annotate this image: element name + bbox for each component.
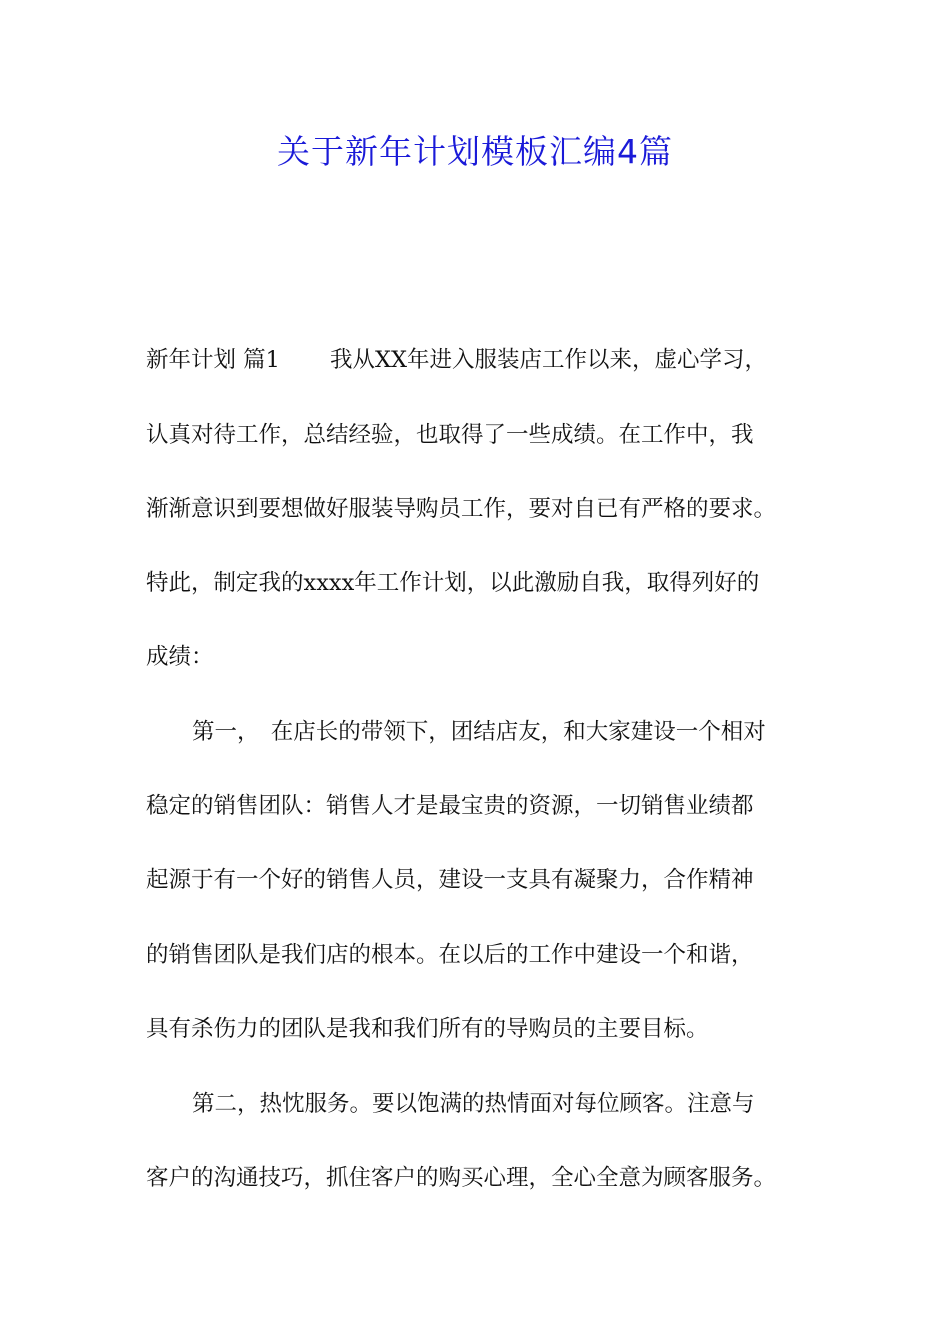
section-label: 新年计划 篇1 <box>146 347 280 373</box>
paragraph-line: 客户的沟通技巧，抓住客户的购买心理，全心全意为顾客服务。 <box>146 1165 777 1191</box>
paragraph-line: 的销售团队是我们店的根本。在以后的工作中建设一个和谐， <box>146 942 754 968</box>
line-text: 我从XX年进入服装店工作以来，虚心学习， <box>329 347 768 373</box>
paragraph-line <box>146 344 767 376</box>
paragraph-line: 具有杀伤力的团队是我和我们所有的导购员的主要目标。 <box>146 1016 709 1042</box>
paragraph-line: 认真对待工作，总结经验，也取得了一些成绩。在工作中，我 <box>146 422 754 448</box>
paragraph-line: 第二，热忱服务。要以饱满的热情面对每位顾客。注意与 <box>192 1091 755 1117</box>
paragraph-line: 渐渐意识到要想做好服装导购员工作，要对自已有严格的要求。 <box>146 496 777 522</box>
paragraph-line: 起源于有一个好的销售人员，建设一支具有凝聚力，合作精神 <box>146 867 754 893</box>
paragraph-line: 特此，制定我的xxxx年工作计划，以此激励自我，取得列好的 <box>146 570 760 596</box>
document-title: 关于新年计划模板汇编4篇 <box>277 132 673 171</box>
paragraph-line: 第一， 在店长的带领下，团结店友，和大家建设一个相对 <box>192 719 766 745</box>
paragraph-line: 成绩： <box>146 644 214 670</box>
paragraph-line: 稳定的销售团队：销售人才是最宝贵的资源，一切销售业绩都 <box>146 793 754 819</box>
